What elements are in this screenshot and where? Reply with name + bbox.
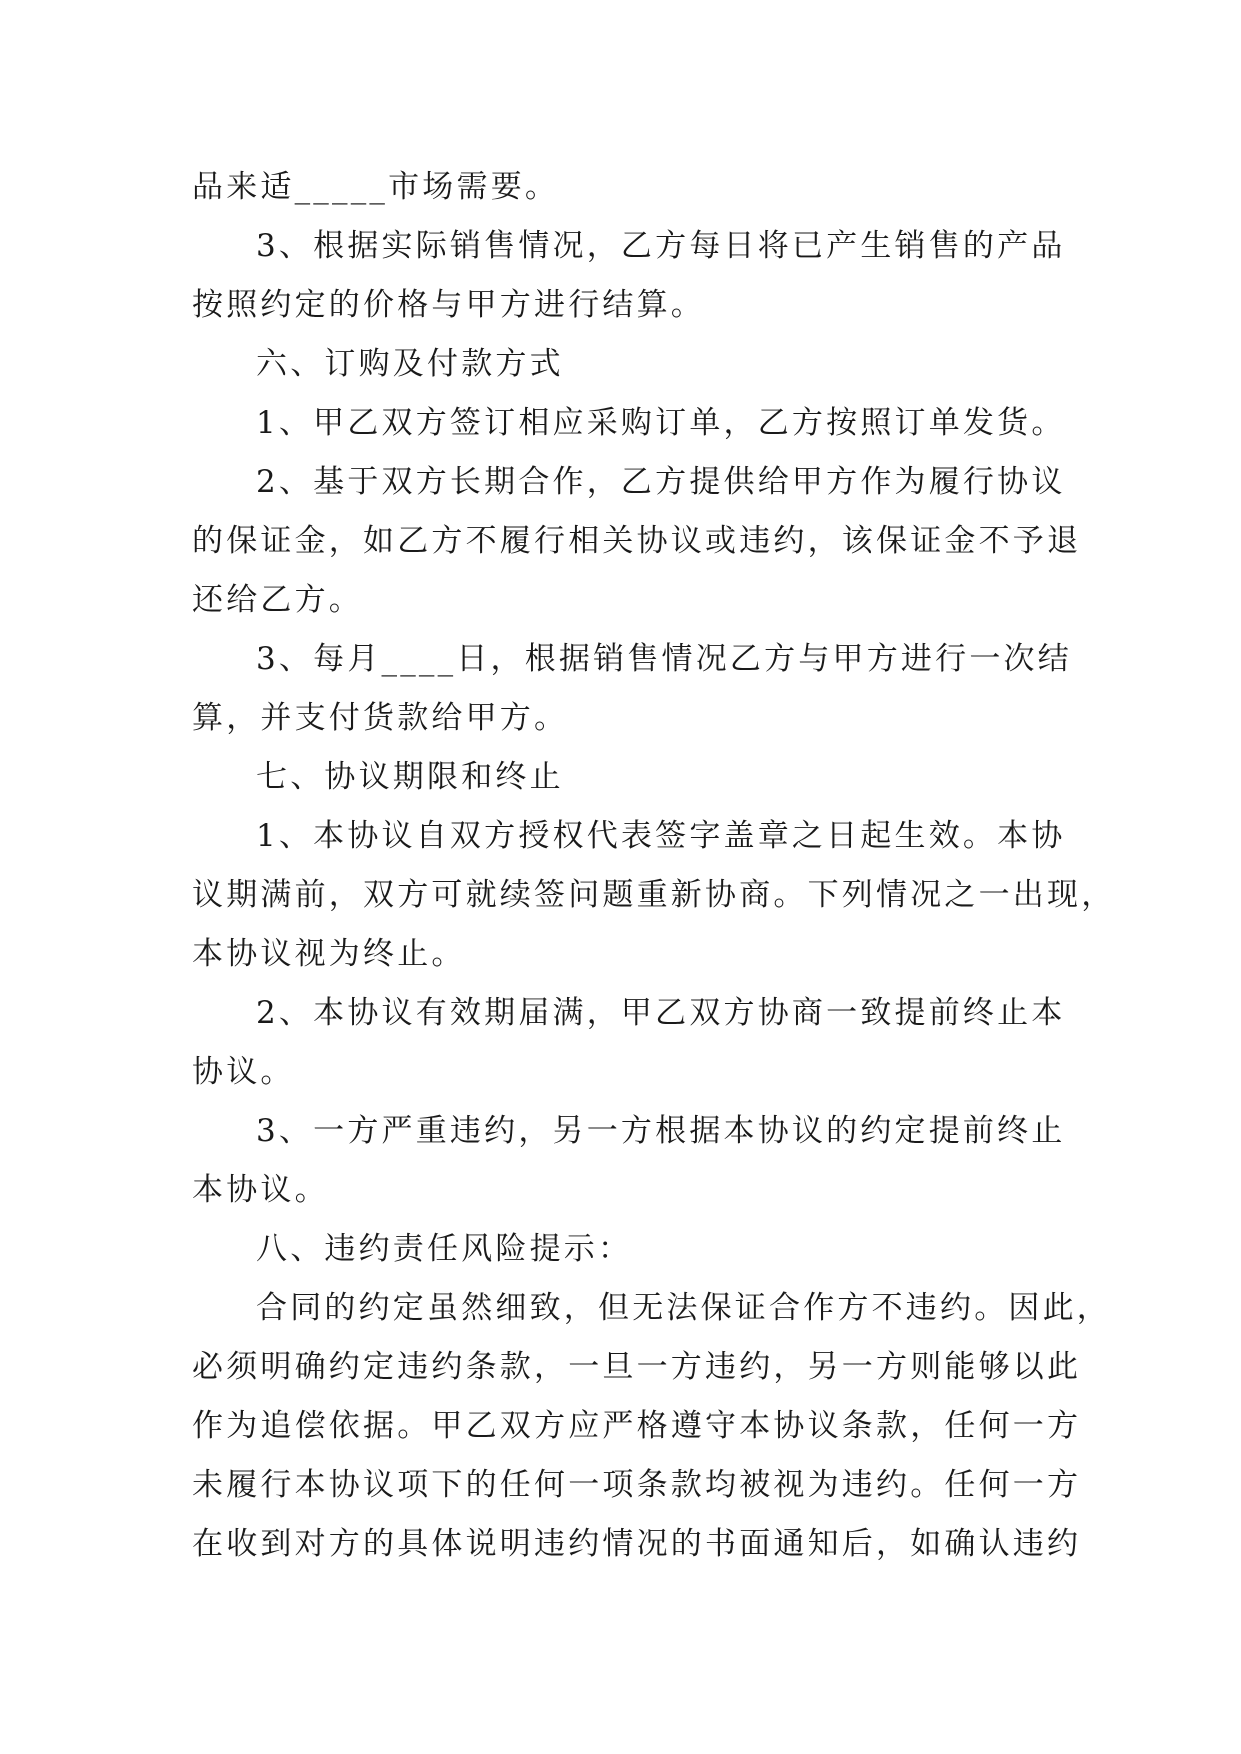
text-line: 3、每月____日，根据销售情况乙方与甲方进行一次结 <box>256 641 1072 677</box>
text-line: 本协议视为终止。 <box>192 936 466 972</box>
text-line: 必须明确约定违约条款，一旦一方违约，另一方则能够以此 <box>192 1349 1082 1385</box>
text-line: 1、甲乙双方签订相应采购订单，乙方按照订单发货。 <box>256 405 1066 441</box>
text-line: 的保证金，如乙方不履行相关协议或违约，该保证金不予退 <box>192 523 1082 559</box>
text-line: 3、根据实际销售情况，乙方每日将已产生销售的产品 <box>256 228 1066 264</box>
text-line: 在收到对方的具体说明违约情况的书面通知后，如确认违约 <box>192 1526 1082 1562</box>
text-line: 按照约定的价格与甲方进行结算。 <box>192 287 705 323</box>
text-line: 2、基于双方长期合作，乙方提供给甲方作为履行协议 <box>256 464 1066 500</box>
text-line: 还给乙方。 <box>192 582 363 618</box>
text-line: 3、一方严重违约，另一方根据本协议的约定提前终止 <box>256 1113 1066 1149</box>
text-line: 2、本协议有效期届满，甲乙双方协商一致提前终止本 <box>256 995 1066 1031</box>
text-line: 协议。 <box>192 1054 295 1090</box>
section-heading: 七、协议期限和终止 <box>256 759 564 795</box>
section-heading: 六、订购及付款方式 <box>256 346 564 382</box>
text-line: 品来适_____市场需要。 <box>192 169 560 205</box>
text-line: 1、本协议自双方授权代表签字盖章之日起生效。本协 <box>256 818 1066 854</box>
text-line: 合同的约定虽然细致，但无法保证合作方不违约。因此， <box>256 1290 1111 1326</box>
text-line: 未履行本协议项下的任何一项条款均被视为违约。任何一方 <box>192 1467 1082 1503</box>
text-line: 议期满前，双方可就续签问题重新协商。下列情况之一出现， <box>192 877 1116 913</box>
document-page <box>192 158 1116 1574</box>
text-line: 本协议。 <box>192 1172 329 1208</box>
section-heading: 八、违约责任风险提示： <box>256 1231 633 1267</box>
text-line: 作为追偿依据。甲乙双方应严格遵守本协议条款，任何一方 <box>192 1408 1082 1444</box>
text-line: 算，并支付货款给甲方。 <box>192 700 569 736</box>
